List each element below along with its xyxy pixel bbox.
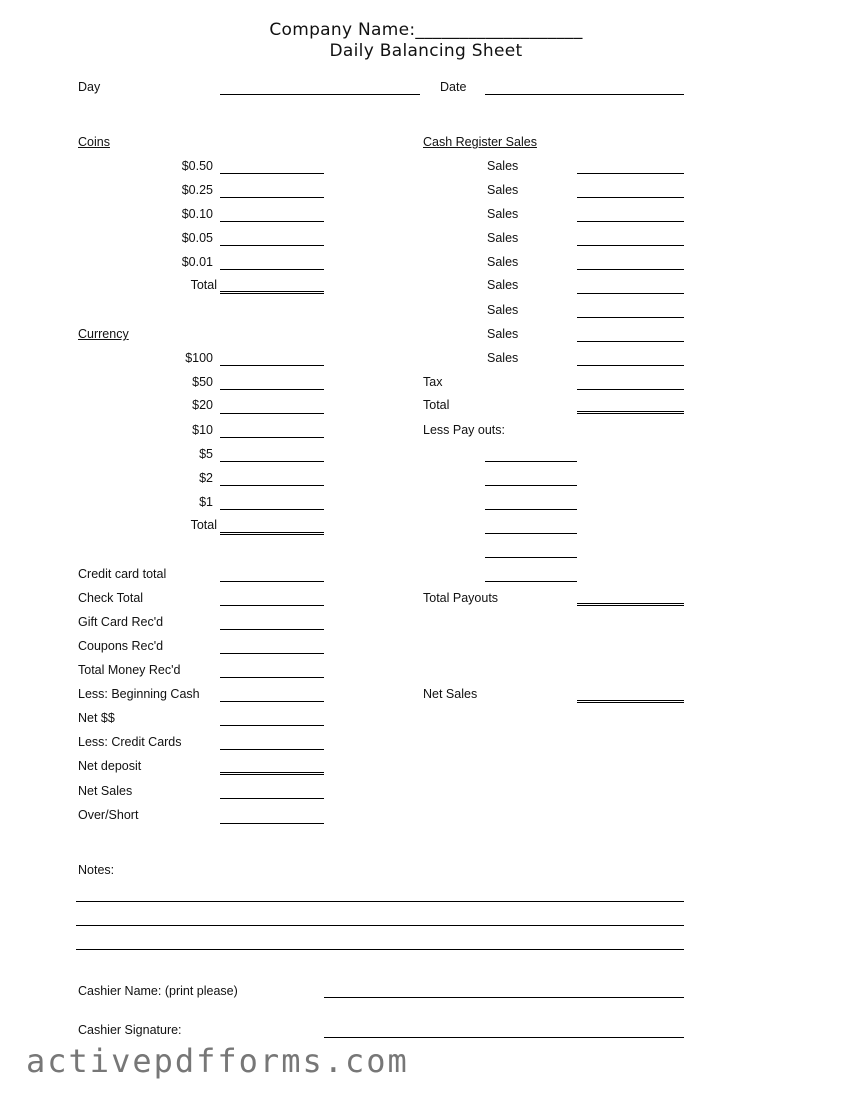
day-field[interactable] xyxy=(220,94,420,95)
company-name-title: Company Name:___________________ xyxy=(269,20,583,40)
net-deposit-field[interactable] xyxy=(220,772,324,775)
tax-field[interactable] xyxy=(577,389,684,390)
sales-label: Sales xyxy=(487,207,519,221)
total-payouts-label: Total Payouts xyxy=(423,591,499,605)
sales-label: Sales xyxy=(487,278,519,292)
cashier-name-field[interactable] xyxy=(324,997,684,998)
coin-label: $0.01 xyxy=(181,255,213,269)
bill-label: $5 xyxy=(199,447,213,461)
bill-field[interactable] xyxy=(220,485,324,486)
bill-field[interactable] xyxy=(220,365,324,366)
sales-field[interactable] xyxy=(577,245,684,246)
bill-field[interactable] xyxy=(220,461,324,462)
bill-field[interactable] xyxy=(220,509,324,510)
check-total-field[interactable] xyxy=(220,605,324,606)
currency-heading: Currency xyxy=(78,327,129,341)
sales-field[interactable] xyxy=(577,293,684,294)
notes-line[interactable] xyxy=(76,949,684,950)
bill-label: $10 xyxy=(192,423,213,437)
sales-label: Sales xyxy=(487,303,519,317)
net-sales-label: Net Sales xyxy=(423,687,478,701)
cashier-signature-field[interactable] xyxy=(324,1037,684,1038)
summary-net-sales-label: Net Sales xyxy=(78,784,133,798)
check-total-label: Check Total xyxy=(78,591,144,605)
cashier-signature-label: Cashier Signature: xyxy=(78,1023,182,1037)
coins-total-field[interactable] xyxy=(220,291,324,294)
credit-card-total-label: Credit card total xyxy=(78,567,167,581)
gift-card-label: Gift Card Rec'd xyxy=(78,615,164,629)
coin-label: $0.25 xyxy=(181,183,213,197)
cashier-name-label: Cashier Name: (print please) xyxy=(78,984,238,998)
total-money-field[interactable] xyxy=(220,677,324,678)
sales-field[interactable] xyxy=(577,269,684,270)
coins-total-label: Total xyxy=(190,278,217,292)
payout-field[interactable] xyxy=(485,485,577,486)
payout-field[interactable] xyxy=(485,509,577,510)
sales-field[interactable] xyxy=(577,317,684,318)
register-heading: Cash Register Sales xyxy=(423,135,537,149)
net-deposit-label: Net deposit xyxy=(78,759,142,773)
over-short-label: Over/Short xyxy=(78,808,139,822)
sales-label: Sales xyxy=(487,255,519,269)
date-label: Date xyxy=(440,80,467,94)
notes-line[interactable] xyxy=(76,901,684,902)
currency-total-label: Total xyxy=(190,518,217,532)
less-credit-cards-label: Less: Credit Cards xyxy=(78,735,182,749)
sales-field[interactable] xyxy=(577,197,684,198)
coupons-field[interactable] xyxy=(220,653,324,654)
coin-field[interactable] xyxy=(220,197,324,198)
tax-label: Tax xyxy=(423,375,443,389)
net-dollars-label: Net $$ xyxy=(78,711,115,725)
notes-label: Notes: xyxy=(78,863,115,877)
bill-label: $20 xyxy=(192,398,213,412)
coins-heading: Coins xyxy=(78,135,110,149)
coin-field[interactable] xyxy=(220,269,324,270)
bill-label: $2 xyxy=(199,471,213,485)
bill-field[interactable] xyxy=(220,437,324,438)
bill-field[interactable] xyxy=(220,389,324,390)
gift-card-field[interactable] xyxy=(220,629,324,630)
sales-label: Sales xyxy=(487,351,519,365)
summary-net-sales-field[interactable] xyxy=(220,798,324,799)
register-total-field[interactable] xyxy=(577,411,684,414)
sales-label: Sales xyxy=(487,159,519,173)
payout-field[interactable] xyxy=(485,581,577,582)
currency-total-field[interactable] xyxy=(220,532,324,535)
over-short-field[interactable] xyxy=(220,823,324,824)
sales-label: Sales xyxy=(487,231,519,245)
credit-card-total-field[interactable] xyxy=(220,581,324,582)
coin-field[interactable] xyxy=(220,173,324,174)
net-sales-field[interactable] xyxy=(577,700,684,703)
sales-field[interactable] xyxy=(577,221,684,222)
sales-field[interactable] xyxy=(577,365,684,366)
coupons-label: Coupons Rec'd xyxy=(78,639,164,653)
coin-label: $0.05 xyxy=(181,231,213,245)
payouts-label: Less Pay outs: xyxy=(423,423,505,437)
notes-line[interactable] xyxy=(76,925,684,926)
payout-field[interactable] xyxy=(485,533,577,534)
coin-label: $0.10 xyxy=(181,207,213,221)
sheet-title: Daily Balancing Sheet xyxy=(329,41,523,61)
bill-label: $100 xyxy=(185,351,213,365)
net-dollars-field[interactable] xyxy=(220,725,324,726)
register-total-label: Total xyxy=(423,398,450,412)
beginning-cash-field[interactable] xyxy=(220,701,324,702)
less-credit-cards-field[interactable] xyxy=(220,749,324,750)
date-field[interactable] xyxy=(485,94,684,95)
total-payouts-field[interactable] xyxy=(577,603,684,606)
total-money-label: Total Money Rec'd xyxy=(78,663,181,677)
coin-label: $0.50 xyxy=(181,159,213,173)
site-watermark: activepdfforms.com xyxy=(26,1042,409,1080)
beginning-cash-label: Less: Beginning Cash xyxy=(78,687,200,701)
sales-label: Sales xyxy=(487,183,519,197)
sales-field[interactable] xyxy=(577,341,684,342)
sales-field[interactable] xyxy=(577,173,684,174)
coin-field[interactable] xyxy=(220,245,324,246)
bill-label: $1 xyxy=(199,495,213,509)
bill-field[interactable] xyxy=(220,413,324,414)
payout-field[interactable] xyxy=(485,557,577,558)
sales-label: Sales xyxy=(487,327,519,341)
coin-field[interactable] xyxy=(220,221,324,222)
day-label: Day xyxy=(78,80,101,94)
bill-label: $50 xyxy=(192,375,213,389)
payout-field[interactable] xyxy=(485,461,577,462)
